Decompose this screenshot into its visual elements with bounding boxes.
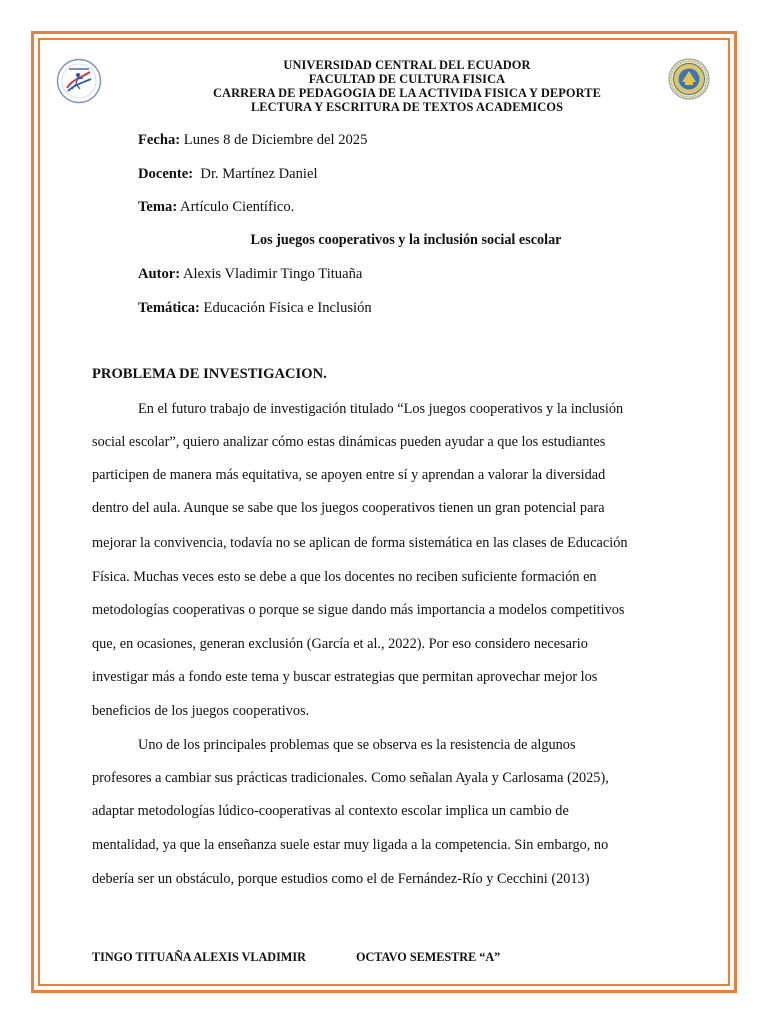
university-seal-icon — [668, 58, 710, 100]
autor-value: Alexis Vladimir Tingo Tituaña — [180, 266, 363, 282]
paragraph-line: social escolar”, quiero analizar cómo estas dinámicas pueden ayudar a que los estudiantes — [92, 434, 606, 450]
paragraph-line: adaptar metodologías lúdico-cooperativas al contexto escolar implica un cambio de — [92, 803, 569, 819]
paragraph-line: beneficios de los juegos cooperativos. — [92, 703, 310, 719]
tematica-value: Educación Física e Inclusión — [199, 300, 372, 316]
paragraph-line: Uno de los principales problemas que se observa es la resistencia de algunos — [138, 737, 576, 753]
field-tema — [138, 198, 294, 216]
paragraph-line: debería ser un obstáculo, porque estudios como el de Fernández-Río y Cecchini (2013) — [92, 871, 590, 887]
fecha-label: Fecha: — [138, 132, 181, 148]
header-career: CARRERA DE PEDAGOGIA DE LA ACTIVIDA FISICA Y DEPORTE — [212, 86, 602, 100]
paragraph-line: profesores a cambiar sus prácticas tradicionales. Como señalan Ayala y Carlosama (2025), — [92, 770, 609, 786]
field-docente — [138, 165, 318, 183]
autor-label: Autor: — [138, 266, 181, 282]
tematica-label: Temática: — [138, 300, 200, 316]
paragraph-line: investigar más a fondo este tema y buscar estrategias que permitan aprovechar mejor los — [92, 669, 598, 685]
paragraph-line: que, en ocasiones, generan exclusión (García et al., 2022). Por eso considero necesario — [92, 636, 588, 652]
tema-label: Tema: — [138, 199, 178, 215]
paragraph-line: metodologías cooperativas o porque se sigue dando más importancia a modelos competitivos — [92, 602, 625, 618]
paragraph-line: En el futuro trabajo de investigación titulado “Los juegos cooperativos y la inclusión — [138, 401, 624, 417]
header-university: UNIVERSIDAD CENTRAL DEL ECUADOR — [283, 58, 531, 72]
paragraph-line: mentalidad, ya que la enseñanza suele estar muy ligada a la competencia. Sin embargo, no — [92, 837, 609, 853]
section-heading: PROBLEMA DE INVESTIGACION. — [92, 366, 327, 382]
field-fecha — [138, 131, 367, 149]
paragraph-line: mejorar la convivencia, todavía no se aplican de forma sistemática en las clases de Educación — [92, 535, 628, 551]
paragraph-line: Física. Muchas veces esto se debe a que los docentes no reciben suficiente formación en — [92, 569, 597, 585]
footer-semester: OCTAVO SEMESTRE “A” — [356, 950, 501, 964]
paragraph-line: participen de manera más equitativa, se apoyen entre sí y aprendan a valorar la diversidad — [92, 467, 606, 483]
docente-label: Docente: — [138, 166, 194, 182]
header-faculty: FACULTAD DE CULTURA FISICA — [308, 72, 506, 86]
tema-value: Artículo Científico. — [177, 199, 295, 215]
field-autor — [138, 265, 362, 283]
article-title: Los juegos cooperativos y la inclusión social escolar — [250, 232, 562, 248]
university-faculty-logo-icon — [56, 58, 102, 104]
fecha-value: Lunes 8 de Diciembre del 2025 — [180, 132, 368, 148]
footer-author-name: TINGO TITUAÑA ALEXIS VLADIMIR — [92, 950, 306, 964]
docente-value: Dr. Martínez Daniel — [193, 166, 318, 182]
document-header — [140, 58, 674, 114]
header-course: LECTURA Y ESCRITURA DE TEXTOS ACADEMICOS — [250, 100, 564, 114]
field-tematica — [138, 299, 372, 317]
paragraph-line: dentro del aula. Aunque se sabe que los juegos cooperativos tienen un gran potencial para — [92, 500, 605, 516]
